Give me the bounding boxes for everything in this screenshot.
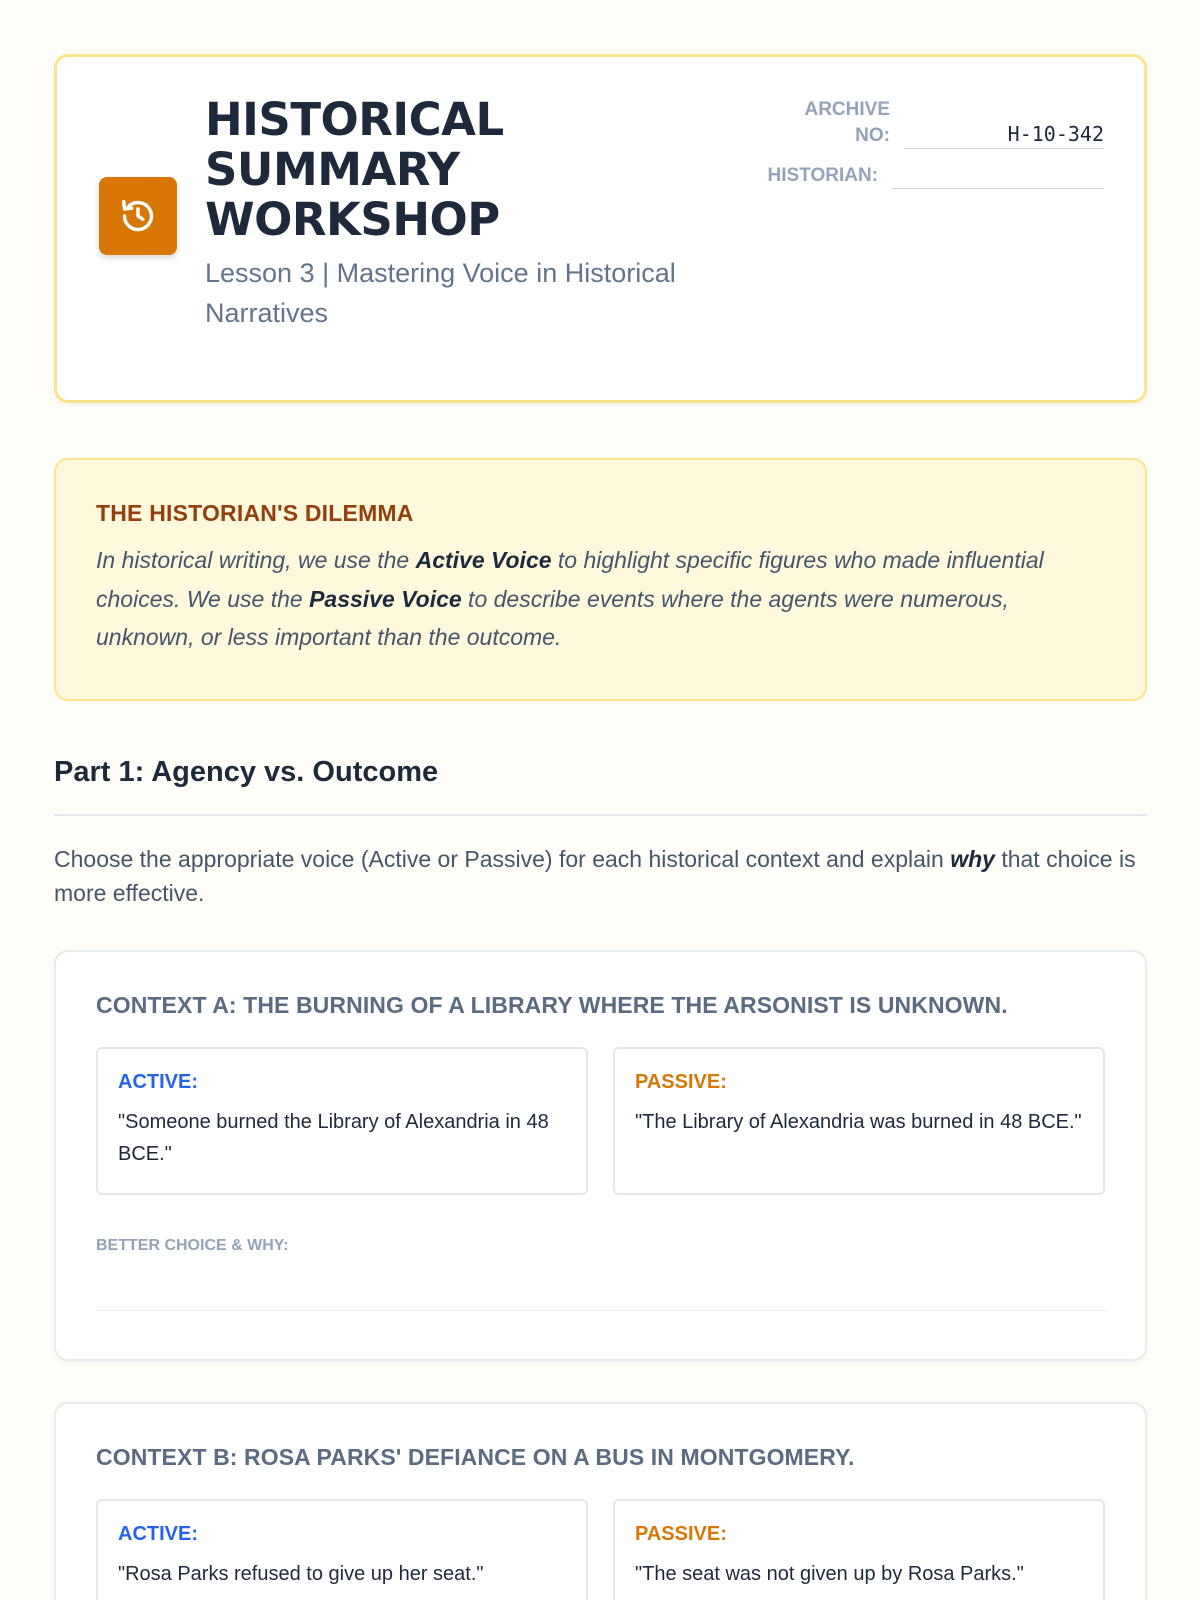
instructions-part-1: Choose the appropriate voice (Active or Passive) for each historical context and explain [54, 846, 951, 872]
history-clock-icon [119, 197, 157, 235]
title-block [205, 95, 765, 333]
active-sentence: "Someone burned the Library of Alexandria in 48 BCE." [118, 1111, 549, 1165]
active-label: ACTIVE: [118, 1071, 198, 1093]
dilemma-passive-voice: Passive Voice [309, 585, 462, 612]
passive-label: PASSIVE: [635, 1523, 727, 1545]
dilemma-callout [54, 458, 1147, 701]
historian-label: HISTORIAN: [767, 165, 878, 186]
context-title: CONTEXT B: ROSA PARKS' DEFIANCE ON A BUS IN MONTGOMERY. [96, 1444, 855, 1470]
historian-row [754, 163, 1104, 189]
voice-options [96, 1499, 1105, 1600]
title-line-2: SUMMARY [205, 143, 460, 196]
dilemma-text-part-1: In historical writing, we use the [96, 547, 416, 573]
active-option[interactable] [96, 1499, 588, 1600]
context-card-b [54, 1402, 1147, 1600]
instructions [54, 842, 1147, 910]
active-sentence: "Rosa Parks refused to give up her seat." [118, 1563, 484, 1585]
passive-sentence: "The Library of Alexandria was burned in 48 BCE." [635, 1111, 1082, 1133]
dilemma-text-part-3: to describe events where the agents were numerous, unknown, or less important than the outcome. [96, 585, 1009, 650]
meta-fields [754, 97, 1104, 189]
historian-field[interactable] [892, 167, 1104, 189]
context-card-a [54, 950, 1147, 1361]
passive-sentence: "The seat was not given up by Rosa Parks." [635, 1563, 1024, 1585]
context-title: CONTEXT A: THE BURNING OF A LIBRARY WHERE THE ARSONIST IS UNKNOWN. [96, 992, 1008, 1018]
passive-label: PASSIVE: [635, 1071, 727, 1093]
lesson-subtitle: Lesson 3 | Mastering Voice in Historical Narratives [205, 258, 676, 328]
dilemma-text-part-2: to highlight specific figures who made influential choices. We use the [96, 547, 1044, 612]
instructions-part-2: that choice is more effective. [54, 846, 1136, 906]
dilemma-title: THE HISTORIAN'S DILEMMA [96, 500, 414, 526]
section-divider [54, 814, 1147, 816]
dilemma-active-voice: Active Voice [415, 547, 552, 573]
title-line-3: WORKSHOP [205, 193, 500, 246]
instructions-emphasis: why [950, 846, 995, 872]
answer-field[interactable] [96, 1310, 1109, 1311]
page-title [205, 95, 765, 245]
archive-row [754, 97, 1104, 149]
dilemma-text [96, 541, 1105, 657]
archive-label: ARCHIVE NO: [804, 99, 890, 146]
section-title: Part 1: Agency vs. Outcome [54, 756, 439, 788]
logo-badge [99, 177, 177, 255]
title-line-1: HISTORICAL [205, 93, 504, 146]
better-choice-label: BETTER CHOICE & WHY: [96, 1237, 289, 1254]
voice-options [96, 1047, 1105, 1195]
passive-option[interactable] [613, 1499, 1105, 1600]
active-label: ACTIVE: [118, 1523, 198, 1545]
passive-option[interactable] [613, 1047, 1105, 1195]
header-card [54, 54, 1147, 403]
archive-value: H-10-342 [1007, 122, 1104, 146]
archive-field[interactable] [904, 119, 1104, 149]
active-option[interactable] [96, 1047, 588, 1195]
